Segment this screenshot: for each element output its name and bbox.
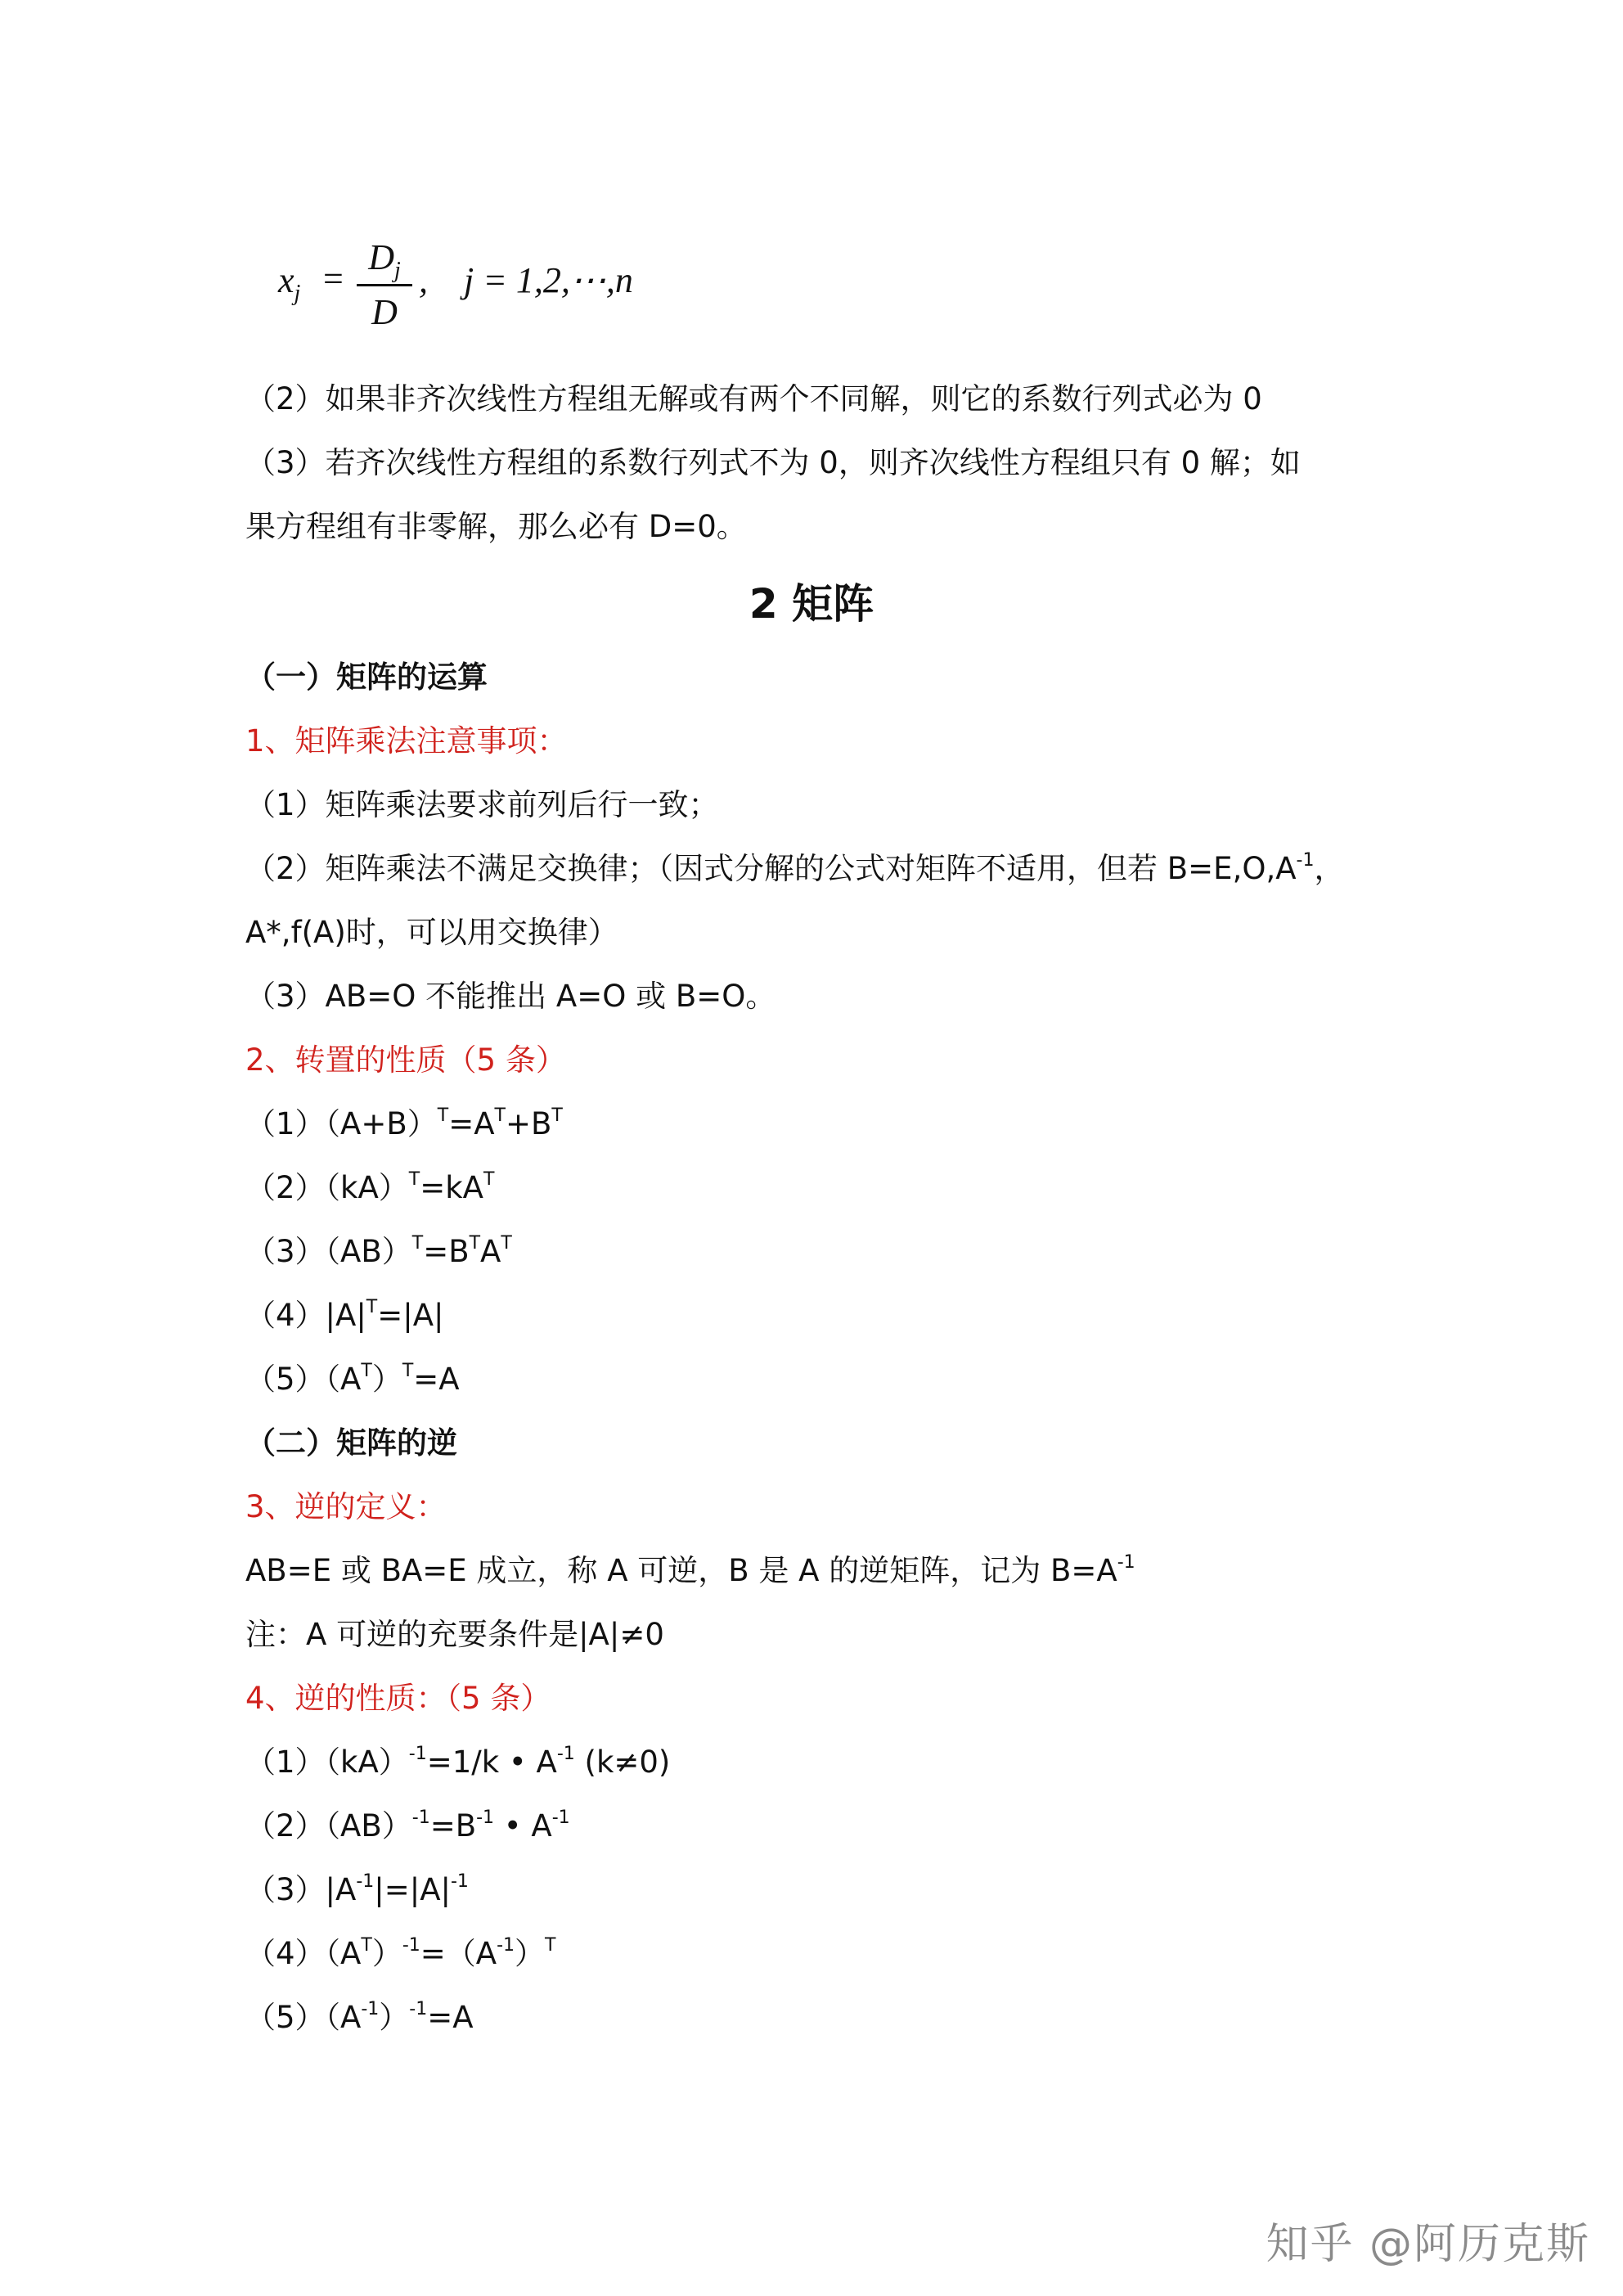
- list-item: $(4)(A^T)^{-1}=(A^{-1})^T$: [245, 1935, 556, 1971]
- zhihu-watermark: 知乎 @阿历克斯: [1266, 2220, 1590, 2269]
- list-item: $(5)(A^{-1})^{-1}=A$: [245, 1999, 474, 2035]
- list-item: A*,f(A)时，可以用交换律）: [245, 915, 618, 950]
- note-line: 注：A 可逆的充要条件是|A|≠0: [245, 1617, 664, 1652]
- definition-line: AB=E 或 BA=E 成立，称 A 可逆，B 是 A 的逆矩阵，记为 $B=A^{-1}$: [245, 1552, 1135, 1588]
- list-item: $(4)|A|^T=|A|$: [245, 1297, 444, 1333]
- subsection-heading: （二）矩阵的逆: [245, 1425, 457, 1461]
- formula-denominator: D: [371, 292, 398, 332]
- fraction-bar: [357, 284, 412, 286]
- list-item: $(3)|A^{-1}|=|A|^{-1}$: [245, 1871, 469, 1907]
- list-item: （2）矩阵乘法不满足交换律；（因式分解的公式对矩阵不适用，但若 $B=E,O,A^{-1}$，: [245, 850, 1345, 886]
- list-item: $(2)(AB)^{-1}=B^{-1}$ • $A^{-1}$: [245, 1808, 570, 1844]
- list-item: （1）（kA）$^{-1}$=1/k • $A^{-1}$ (k≠0): [245, 1744, 671, 1780]
- red-heading: 1、矩阵乘法注意事项：: [245, 723, 568, 759]
- red-heading: 4、逆的性质：（5 条）: [245, 1681, 551, 1716]
- formula-lhs: $x_j$: [278, 260, 301, 306]
- section-title: 2 矩阵: [749, 580, 874, 628]
- red-heading: 2、转置的性质（5 条）: [245, 1042, 566, 1078]
- list-item: $(5)(A^T)^T=A$: [245, 1361, 460, 1397]
- list-item: （3）AB=O 不能推出 A=O 或 B=O。: [245, 979, 776, 1014]
- text-line: （2）如果非齐次线性方程组无解或有两个不同解，则它的系数行列式必为 0: [245, 381, 1262, 416]
- subsection-heading: （一）矩阵的运算: [245, 660, 488, 695]
- text-line: 果方程组有非零解，那么必有 D=0。: [245, 509, 747, 544]
- list-item: $(3)(AB)^T=B^TA^T$: [245, 1233, 512, 1269]
- formula-fraction: [352, 233, 417, 337]
- list-item: $(1)(A+B)^T=A^T+B^T$: [245, 1105, 563, 1141]
- text-line: （3）若齐次线性方程组的系数行列式不为 0，则齐次线性方程组只有 0 解；如: [245, 445, 1301, 480]
- formula-index-range: , j = 1,2,⋯,n: [419, 260, 633, 300]
- red-heading: 3、逆的定义：: [245, 1489, 447, 1524]
- list-item: $(2)(kA)^T=kA^T$: [245, 1169, 495, 1205]
- cramer-formula: [278, 233, 687, 340]
- list-item: （1）矩阵乘法要求前列后行一致；: [245, 787, 719, 822]
- formula-equals: =: [323, 259, 344, 299]
- formula-numerator: $D_j$: [368, 237, 401, 283]
